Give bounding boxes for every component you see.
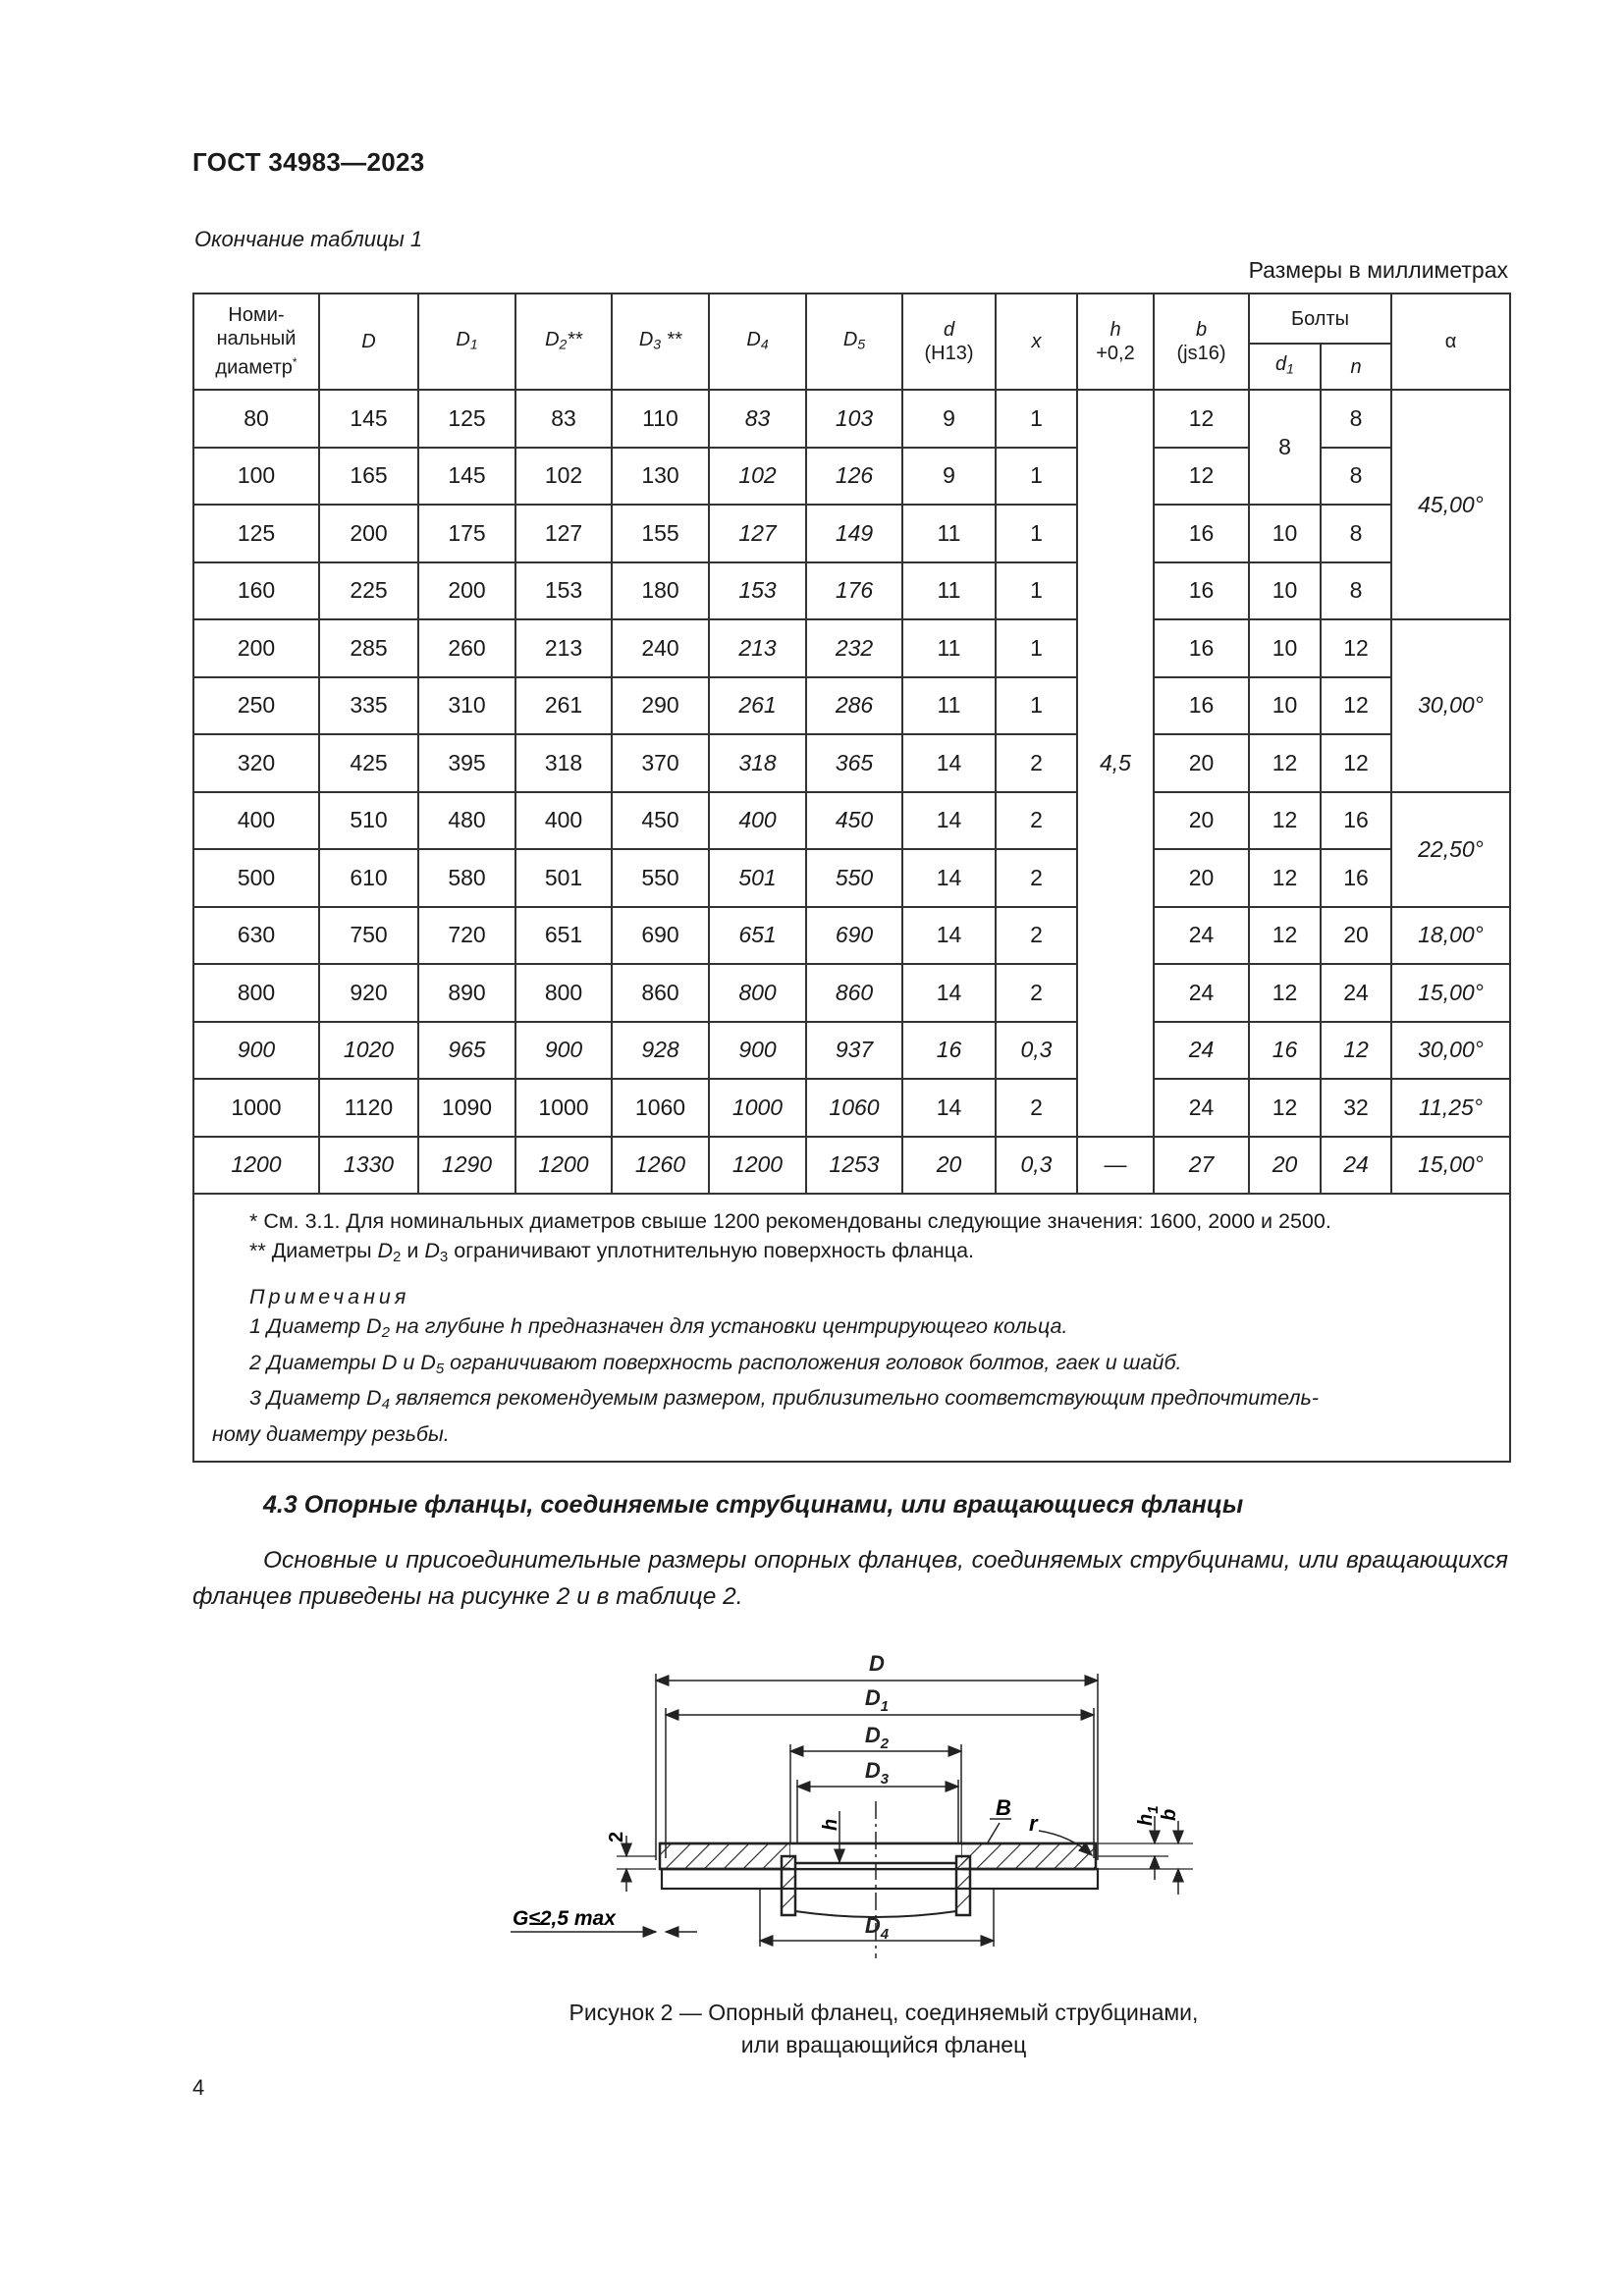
table-cell: 1120 [319,1079,418,1137]
table-row [193,734,1510,792]
table-cell: 425 [319,734,418,792]
label-D2: $D_2$ [864,1723,890,1752]
table-cell: 130 [612,448,709,506]
table-cell: 14 [902,1079,996,1137]
table-cell: 370 [612,734,709,792]
table-cell: 400 [193,792,319,850]
table-cell: 12 [1154,390,1249,448]
header-n: n [1321,344,1391,390]
table-row [193,849,1510,907]
table-row [193,677,1510,735]
table-cell: 20 [1154,849,1249,907]
table-cell: 2 [996,907,1077,965]
table-cell: 145 [319,390,418,448]
table-cell: 365 [806,734,902,792]
footnote-2: ** Диаметры $D_2$ и $D_3$ ограничивают уплотнительную поверхность фланца. [249,1239,975,1265]
header-h: h +0,2 [1077,294,1154,390]
table-cell: 83 [709,390,806,448]
table-cell: 501 [709,849,806,907]
table-cell: 965 [418,1022,515,1080]
label-D: D [869,1651,885,1676]
table-cell: 1000 [515,1079,612,1137]
table-cell: 860 [806,964,902,1022]
table-cell: 175 [418,505,515,562]
note-3: 3 Диаметр $D_4$ является рекомендуемым размером, приблизительно соответствующим предпочтитель- ному диаметру резьбы. [212,1386,1320,1446]
h-cell: — [1077,1137,1154,1195]
header-D3: $D_3$ ** [612,294,709,390]
flange-hub-right [956,1856,970,1915]
header-D4: $D_4$ [709,294,806,390]
table-cell: 12 [1249,792,1321,850]
table-cell: 16 [1154,505,1249,562]
table-cell: 900 [193,1022,319,1080]
alpha-cell: 15,00° [1391,1137,1510,1195]
alpha-cell: 45,00° [1391,390,1510,619]
table-cell: 80 [193,390,319,448]
table-row [193,619,1510,677]
table-cell: 1 [996,448,1077,506]
table-cell: 8 [1321,448,1391,506]
table-cell: 153 [515,562,612,620]
table-cell: 1000 [709,1079,806,1137]
table-row [193,562,1510,620]
table-cell: 165 [319,448,418,506]
table-cell: 2 [996,792,1077,850]
table-cell: 160 [193,562,319,620]
table-cell: 20 [1321,907,1391,965]
table-row [193,1137,1510,1195]
label-D4: $D_4$ [864,1913,890,1943]
note-1: 1 Диаметр $D_2$ на глубине h предназначен для установки центрирующего кольца. [249,1313,1068,1341]
table-cell: 1 [996,619,1077,677]
label-r: r [1029,1811,1038,1836]
table-row [193,1022,1510,1080]
table-cell: 12 [1249,849,1321,907]
table-cell: 260 [418,619,515,677]
table-cell: 335 [319,677,418,735]
section-paragraph: Основные и присоединительные размеры опорных фланцев, соединяемых струбцинами, или вращающихся фланцев приведены на рисунке 2 и в таблице 2. [192,1547,1508,1610]
table-cell: 14 [902,964,996,1022]
table-row [193,907,1510,965]
table-cell: 261 [709,677,806,735]
table-cell: 102 [515,448,612,506]
table-cell: 290 [612,677,709,735]
table-cell: 16 [1321,849,1391,907]
table-row [193,1079,1510,1137]
table-cell: 1200 [515,1137,612,1195]
table-cell: 126 [806,448,902,506]
table-cell: 153 [709,562,806,620]
table-cell: 250 [193,677,319,735]
table-cell: 510 [319,792,418,850]
table-cell: 937 [806,1022,902,1080]
table-cell: 8 [1321,505,1391,562]
table-cell: 125 [418,390,515,448]
table-cell: 83 [515,390,612,448]
header-D5: $D_5$ [806,294,902,390]
label-B: B [996,1795,1011,1820]
table-cell: 12 [1321,734,1391,792]
table-row [193,505,1510,562]
table-cell: 12 [1154,448,1249,506]
table-cell: 24 [1321,964,1391,1022]
table-cell: 225 [319,562,418,620]
table-cell: 320 [193,734,319,792]
label-h1: $h_1$ [1135,1805,1162,1826]
table-cell: 1 [996,677,1077,735]
table-cell: 890 [418,964,515,1022]
table-cell: 860 [612,964,709,1022]
table-cell: 1 [996,562,1077,620]
table-cell: 24 [1154,964,1249,1022]
units-note: Размеры в миллиметрах [1248,257,1508,283]
table-cell: 24 [1154,1022,1249,1080]
table-cell: 0,3 [996,1022,1077,1080]
table-cell: 2 [996,964,1077,1022]
table-cell: 16 [1321,792,1391,850]
table-cell: 12 [1321,1022,1391,1080]
table-cell: 10 [1249,677,1321,735]
table-cell: 450 [806,792,902,850]
table-cell: 2 [996,734,1077,792]
table-cell: 155 [612,505,709,562]
label-G: G≤2,5 max [513,1907,616,1930]
table-body [193,390,1510,1194]
table-cell: 100 [193,448,319,506]
table-cell: 651 [709,907,806,965]
table-cell: 20 [1249,1137,1321,1195]
header-D1: $D_1$ [418,294,515,390]
table-cell: 928 [612,1022,709,1080]
table-cell: 1060 [806,1079,902,1137]
alpha-cell: 18,00° [1391,907,1510,965]
table-row [193,390,1510,448]
table-cell: 16 [1154,562,1249,620]
table-cell: 11 [902,677,996,735]
label-h: h [820,1818,841,1831]
header-nominal: Номи- нальный диаметр* [193,294,319,390]
table-cell: 1290 [418,1137,515,1195]
header-d: d (H13) [902,294,996,390]
table-cell: 149 [806,505,902,562]
label-2: 2 [606,1831,627,1842]
table-cell: 12 [1249,1079,1321,1137]
header-D: D [319,294,418,390]
table-cell: 750 [319,907,418,965]
table-cell: 1 [996,390,1077,448]
figure-caption: Рисунок 2 — Опорный фланец, соединяемый струбцинами, или вращающийся фланец [568,2000,1199,2057]
header-bolts: Болты [1249,294,1391,344]
table-cell: 0,3 [996,1137,1077,1195]
table-cell: 1200 [709,1137,806,1195]
table-cell: 200 [418,562,515,620]
header-d1: $d_1$ [1249,344,1321,390]
table-cell: 16 [1154,677,1249,735]
table-cell: 400 [709,792,806,850]
table-notes [193,1194,1510,1462]
table-cell: 8 [1321,562,1391,620]
table-cell: 310 [418,677,515,735]
table-cell: 318 [515,734,612,792]
table-cell: 102 [709,448,806,506]
table-cell: 11 [902,505,996,562]
table-cell: 11 [902,562,996,620]
flange-hub-left [782,1856,795,1915]
section-title: 4.3 Опорные фланцы, соединяемые струбцинами, или вращающиеся фланцы [263,1491,1244,1519]
table-cell: 580 [418,849,515,907]
table-cell: 11 [902,619,996,677]
table-cell: 24 [1154,1079,1249,1137]
table-cell: 10 [1249,505,1321,562]
table-cell: 10 [1249,619,1321,677]
table-cell: 261 [515,677,612,735]
table-cell: 20 [1154,734,1249,792]
table-cell: 720 [418,907,515,965]
table-cell: 20 [902,1137,996,1195]
table-cell: 2 [996,849,1077,907]
table-cell: 110 [612,390,709,448]
table-cell: 395 [418,734,515,792]
table-cell: 1253 [806,1137,902,1195]
table-cell: 213 [709,619,806,677]
document-code: ГОСТ 34983—2023 [192,147,425,177]
alpha-cell: 30,00° [1391,1022,1510,1080]
table-cell: 12 [1249,734,1321,792]
table-cell: 176 [806,562,902,620]
table-cell: 240 [612,619,709,677]
table-cell: 8 [1321,390,1391,448]
alpha-cell: 11,25° [1391,1079,1510,1137]
table-cell: 16 [1154,619,1249,677]
table-cell: 550 [612,849,709,907]
table-cell: 12 [1321,619,1391,677]
table-cell: 800 [709,964,806,1022]
table-cell: 1090 [418,1079,515,1137]
table-cell: 1330 [319,1137,418,1195]
notes-title: Примечания [249,1284,410,1308]
table-cell: 232 [806,619,902,677]
table-row [193,792,1510,850]
table-cell: 27 [1154,1137,1249,1195]
table-cell: 9 [902,390,996,448]
label-D3: $D_3$ [864,1758,890,1788]
table-cell: 501 [515,849,612,907]
table-cell: 550 [806,849,902,907]
table-cell: 2 [996,1079,1077,1137]
alpha-cell: 15,00° [1391,964,1510,1022]
table-cell: 900 [515,1022,612,1080]
d1-merged-cell: 8 [1249,390,1321,505]
table-cell: 1020 [319,1022,418,1080]
table-cell: 14 [902,907,996,965]
table-cell: 14 [902,734,996,792]
table-row [193,964,1510,1022]
table-cell: 1260 [612,1137,709,1195]
footnote-1: * См. 3.1. Для номинальных диаметров свыше 1200 рекомендованы следующие значения: 1600, 2000 и 2500. [249,1209,1331,1233]
table-cell: 1000 [193,1079,319,1137]
table-cell: 1060 [612,1079,709,1137]
table-cell: 24 [1154,907,1249,965]
table-cell: 16 [902,1022,996,1080]
label-D1: $D_1$ [864,1685,890,1715]
table-cell: 900 [709,1022,806,1080]
table-cell: 24 [1321,1137,1391,1195]
table-cell: 32 [1321,1079,1391,1137]
table-cell: 10 [1249,562,1321,620]
table-cell: 1200 [193,1137,319,1195]
h-merged-cell: 4,5 [1077,390,1154,1137]
header-x: x [996,294,1077,390]
table-cell: 9 [902,448,996,506]
table-cell: 14 [902,792,996,850]
table-cell: 200 [193,619,319,677]
table-cell: 690 [612,907,709,965]
label-b: b [1159,1808,1180,1821]
header-D2: $D_2**$ [515,294,612,390]
table-cell: 200 [319,505,418,562]
table-cell: 285 [319,619,418,677]
table-cell: 630 [193,907,319,965]
table-cell: 20 [1154,792,1249,850]
table-cell: 480 [418,792,515,850]
page-number: 4 [192,2075,205,2100]
table-cell: 12 [1249,964,1321,1022]
table-cell: 318 [709,734,806,792]
table-cell: 127 [515,505,612,562]
table-cell: 145 [418,448,515,506]
table-cell: 16 [1249,1022,1321,1080]
header-alpha: α [1391,294,1510,390]
table-cell: 450 [612,792,709,850]
table-cell: 14 [902,849,996,907]
table-cell: 12 [1321,677,1391,735]
table-cell: 690 [806,907,902,965]
table-cell: 103 [806,390,902,448]
table-cell: 213 [515,619,612,677]
table-cell: 651 [515,907,612,965]
table-cell: 800 [193,964,319,1022]
table-continuation-caption: Окончание таблицы 1 [194,227,423,251]
flange-drawing [491,1634,1218,1963]
table-cell: 500 [193,849,319,907]
table-cell: 1 [996,505,1077,562]
table-cell: 400 [515,792,612,850]
table-cell: 800 [515,964,612,1022]
table-cell: 125 [193,505,319,562]
table-cell: 286 [806,677,902,735]
table-cell: 920 [319,964,418,1022]
note-2: 2 Диаметры D и $D_5$ ограничивают поверхность расположения головок болтов, гаек и шайб. [249,1350,1182,1377]
flange-dimensions-table [192,293,1511,1463]
alpha-cell: 30,00° [1391,619,1510,792]
header-b: b (js16) [1154,294,1249,390]
alpha-cell: 22,50° [1391,792,1510,907]
table-cell: 127 [709,505,806,562]
table-cell: 180 [612,562,709,620]
table-cell: 610 [319,849,418,907]
table-cell: 12 [1249,907,1321,965]
